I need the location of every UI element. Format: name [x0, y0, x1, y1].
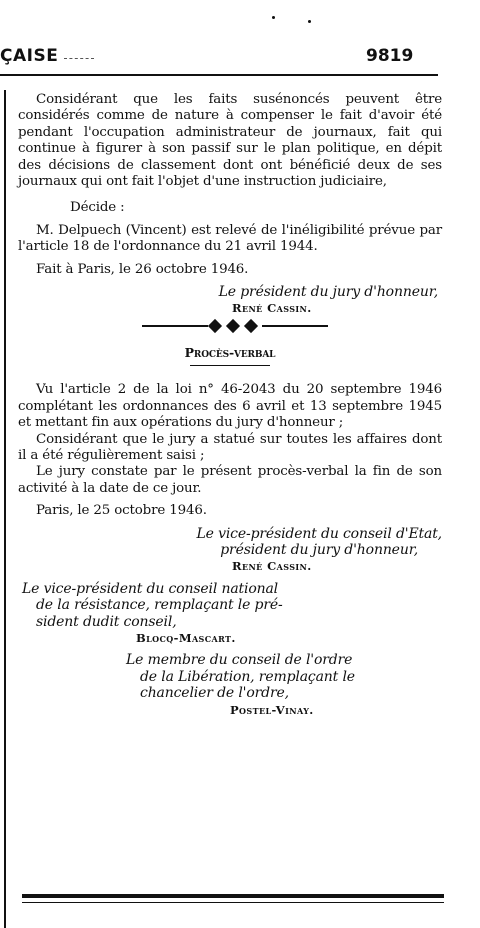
- paragraph-considerant-2: Considérant que le jury a statué sur toutes les affaires dont il a été régulièrement saisi ;: [18, 431, 442, 463]
- column-rule: [4, 90, 6, 928]
- liberation-line1: Le membre du conseil de l'ordre: [126, 652, 353, 669]
- signature-blocq-mascart: Blocq-Mascart.: [136, 630, 236, 645]
- signature-cassin-1: René Cassin.: [232, 301, 312, 316]
- liberation-line3: chancelier de l'ordre,: [140, 685, 289, 702]
- header-dash: [64, 58, 94, 59]
- ink-speck: [272, 16, 275, 19]
- date-line-1: Fait à Paris, le 26 octobre 1946.: [36, 261, 249, 277]
- signature-cassin-2: René Cassin.: [232, 559, 312, 574]
- cnr-line3: sident dudit conseil,: [36, 613, 177, 630]
- president-title: Le président du jury d'honneur,: [218, 284, 438, 301]
- document-body: [18, 92, 442, 718]
- paragraph-vu: Vu l'article 2 de la loi n° 46-2043 du 20 septembre 1946 complétant les ordonnances des 6 avril et 13 septembre 1945 et mettant fin aux opérations du jury d'honneur ;: [18, 382, 442, 431]
- ink-speck: [308, 20, 311, 23]
- vp-conseil-etat-line1: Le vice-président du conseil d'Etat,: [196, 525, 442, 542]
- section-title-proces-verbal: Procès-verbal: [184, 344, 276, 360]
- header-rule: [0, 74, 438, 76]
- cnr-line2: de la résistance, remplaçant le pré-: [36, 597, 283, 614]
- date-line-2: Paris, le 25 octobre 1946.: [36, 503, 207, 519]
- page-header: [0, 46, 440, 70]
- liberation-line2: de la Libération, remplaçant le: [140, 668, 355, 685]
- section-ornament: [18, 317, 442, 335]
- cnr-line1: Le vice-président du conseil national: [22, 580, 278, 597]
- vp-conseil-etat-line2: président du jury d'honneur,: [220, 541, 418, 558]
- paragraph-considerant: Considérant que les faits susénoncés peuvent être considérés comme de nature à compenser le fait d'avoir été pendant l'occupation administrateur de journaux, fait qui continue à figurer à son passif sur le plan politique, en dépit des décisions de classement dont ont bénéficié deux de ses journaux qui ont fait l'objet d'une instruction judiciaire,: [18, 92, 442, 190]
- footer-rule-thin: [22, 902, 444, 903]
- signature-postel-vinay: Postel-Vinay.: [230, 702, 314, 717]
- decide-heading: Décide :: [70, 200, 125, 216]
- paragraph-constate: Le jury constate par le présent procès-verbal la fin de son activité à la date de ce jour.: [18, 464, 442, 496]
- paragraph-decision: M. Delpuech (Vincent) est relevé de l'inéligibilité prévue par l'article 18 de l'ordonnance du 21 avril 1944.: [18, 222, 442, 255]
- header-title-fragment: ÇAISE: [0, 46, 59, 66]
- page-number: 9819: [366, 46, 414, 66]
- footer-rule-thick: [22, 894, 444, 898]
